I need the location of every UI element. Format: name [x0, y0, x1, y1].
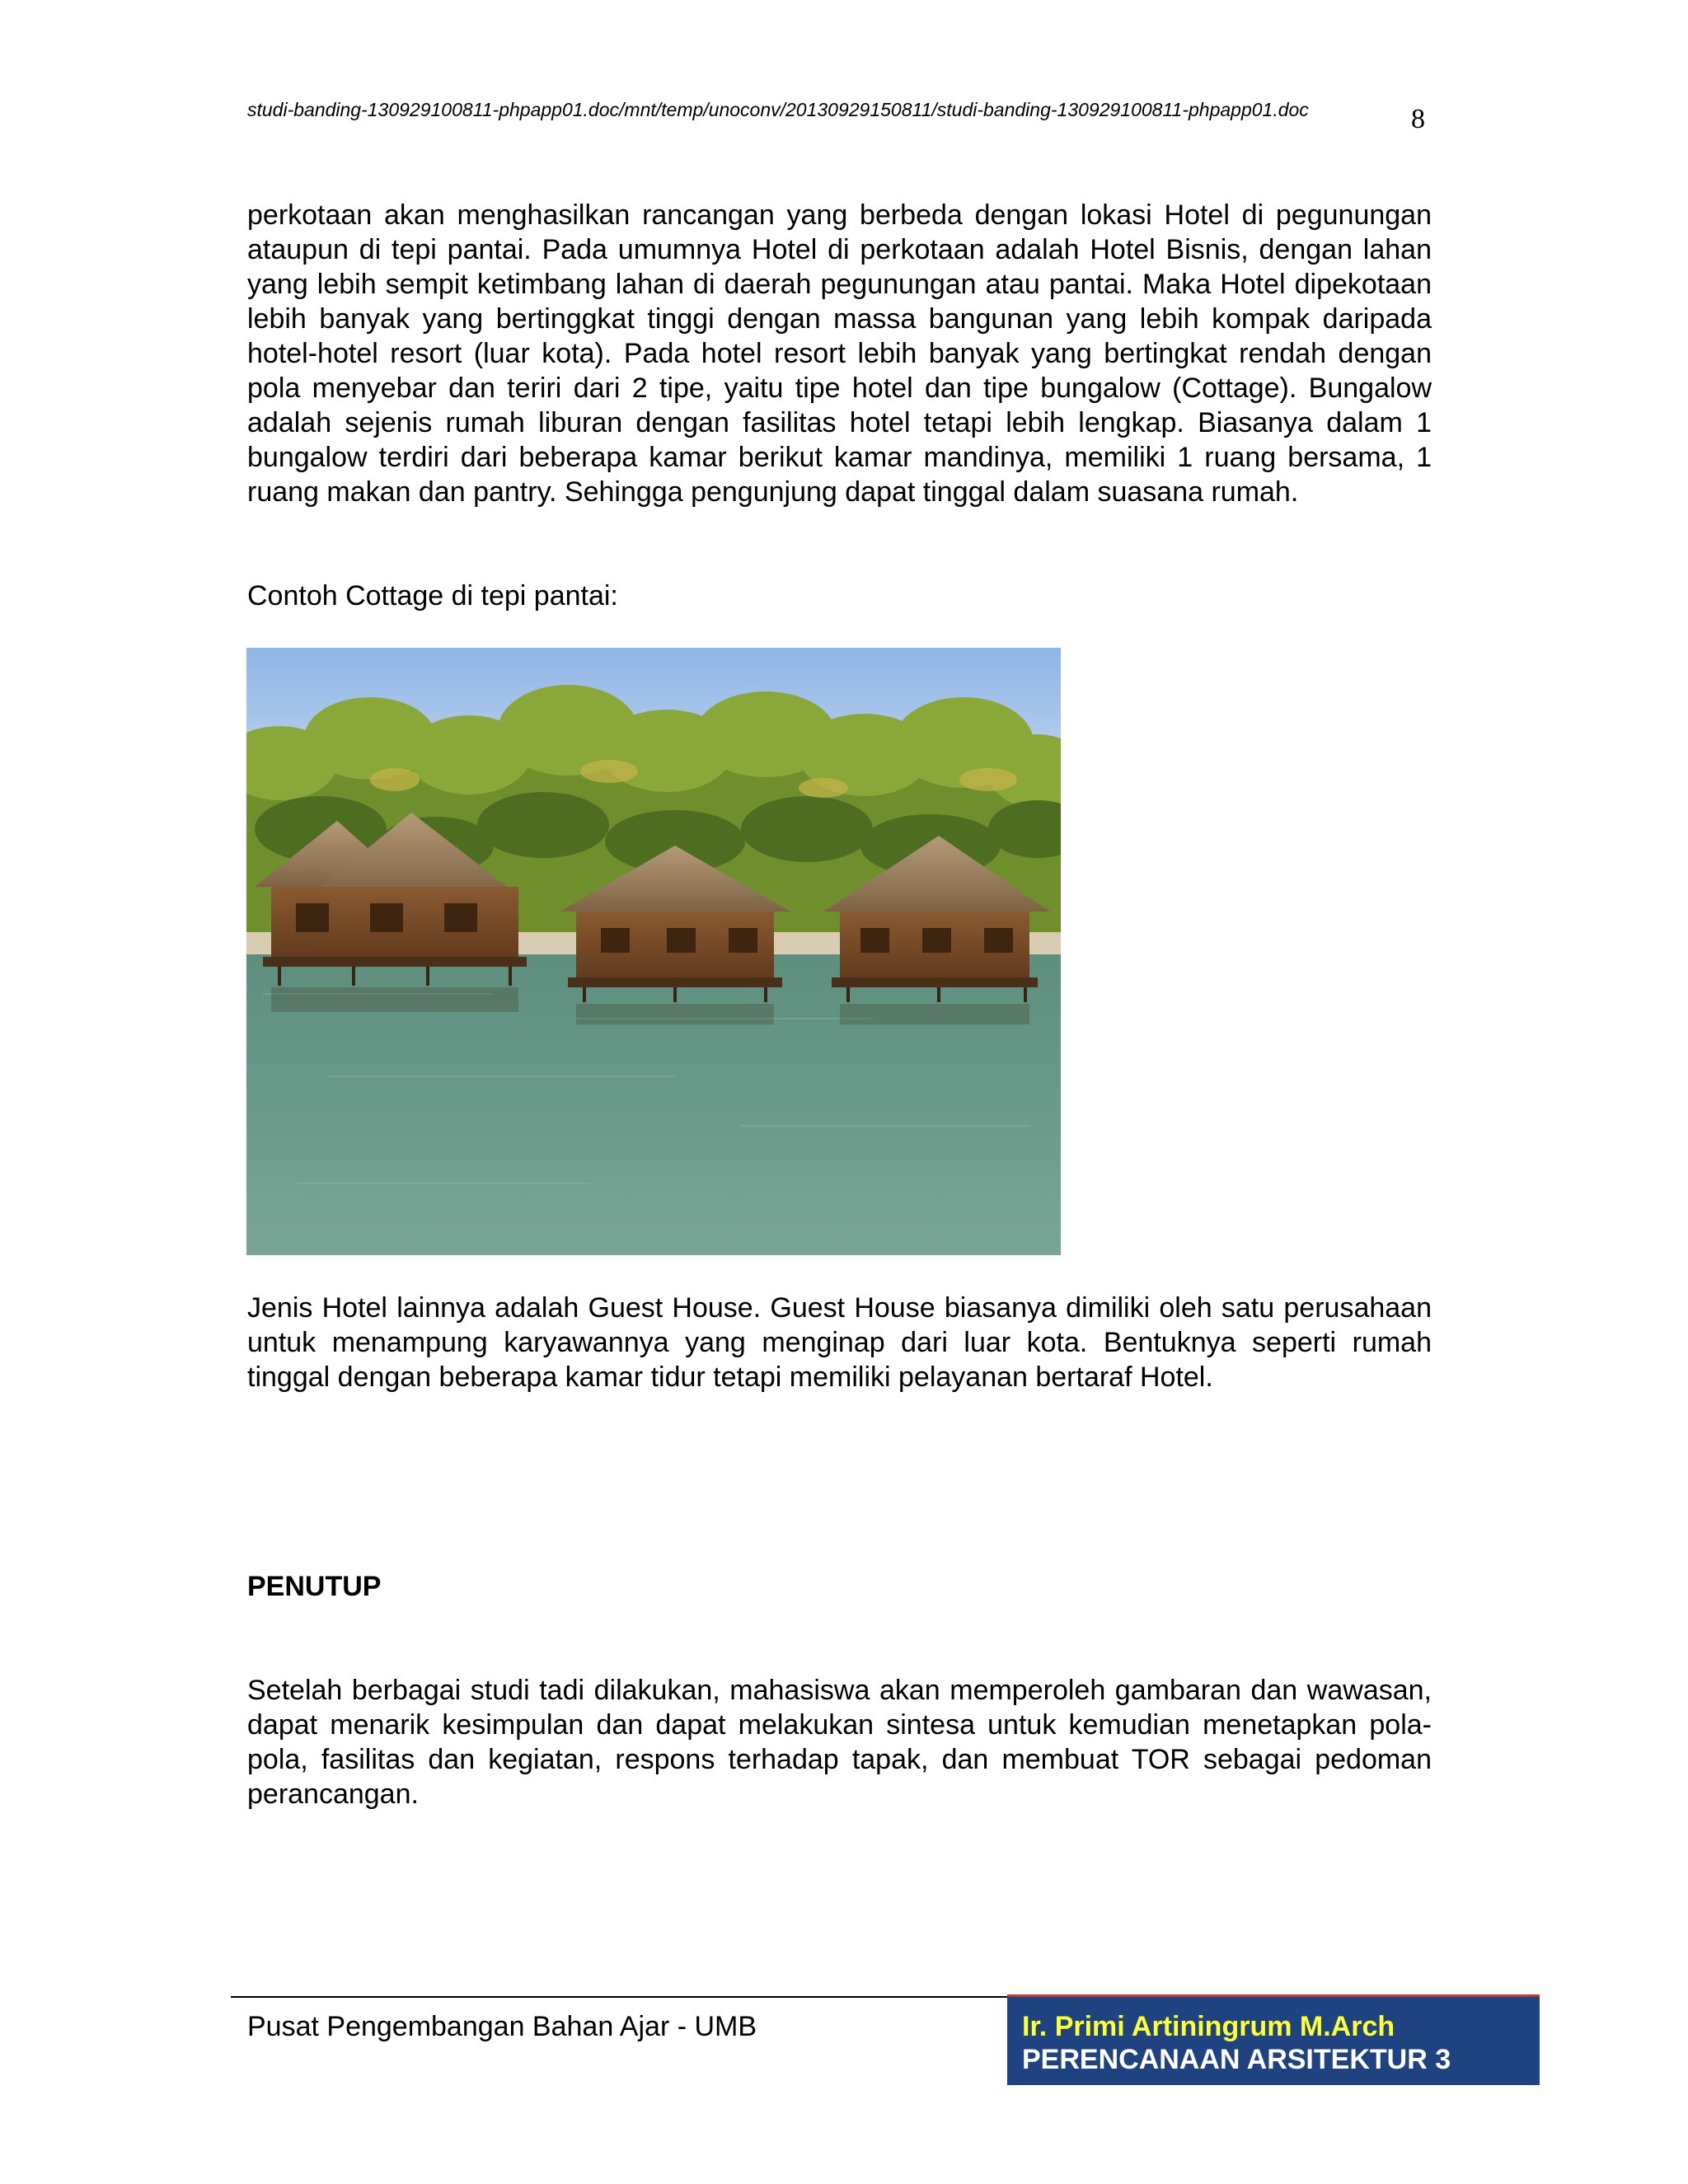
header-file-path: studi-banding-130929100811-phpapp01.doc/mnt/temp/unoconv/20130929150811/studi-banding-130929100811-phpapp01.doc: [247, 99, 1309, 120]
footer-course-title: PERENCANAAN ARSITEKTUR 3: [1022, 2044, 1451, 2075]
paragraph-hotel-location: perkotaan akan menghasilkan rancangan yang berbeda dengan lokasi Hotel di pegunungan ataupun di tepi pantai. Pada umumnya Hotel di perkotaan adalah Hotel Bisnis, dengan lahan yang lebih sempit ketimbang lahan di daerah pegunungan atau pantai. Maka Hotel dipekotaan lebih banyak yang bertinggkat tinggi dengan massa bangunan yang lebih kompak daripada hotel-hotel resort (luar kota). Pada hotel resort lebih banyak yang bertingkat rendah dengan pola menyebar dan teriri dari 2 tipe, yaitu tipe hotel dan tipe bungalow (Cottage). Bungalow adalah sejenis rumah liburan dengan fasilitas hotel tetapi lebih lengkap. Biasanya dalam 1 bungalow terdiri dari beberapa kamar berikut kamar mandinya, memiliki 1 ruang bersama, 1 ruang makan dan pantry. Sehingga pengunjung dapat tinggal dalam suasana rumah.: [247, 199, 1432, 508]
cottage-beach-photo: [246, 648, 1061, 1255]
image-caption: Contoh Cottage di tepi pantai:: [247, 580, 618, 612]
footer-author-box: [1007, 1994, 1540, 2085]
footer-author: Ir. Primi Artiningrum M.Arch: [1022, 2011, 1395, 2042]
footer-divider: [231, 1996, 1009, 1998]
section-heading-penutup: PENUTUP: [247, 1571, 382, 1602]
paragraph-guest-house: Jenis Hotel lainnya adalah Guest House. Guest House biasanya dimiliki oleh satu perusahaan untuk menampung karyawannya yang menginap dari luar kota. Bentuknya seperti rumah tinggal dengan beberapa kamar tidur tetapi memiliki pelayanan bertaraf Hotel.: [247, 1292, 1432, 1393]
paragraph-closing: Setelah berbagai studi tadi dilakukan, mahasiswa akan memperoleh gambaran dan wawasan, dapat menarik kesimpulan dan dapat melakukan sintesa untuk kemudian menetapkan pola-pola, fasilitas dan kegiatan, respons terhadap tapak, dan membuat TOR sebagai pedoman perancangan.: [247, 1675, 1432, 1810]
page-number: 8: [1411, 104, 1425, 134]
footer-publisher: Pusat Pengembangan Bahan Ajar - UMB: [247, 2011, 757, 2042]
